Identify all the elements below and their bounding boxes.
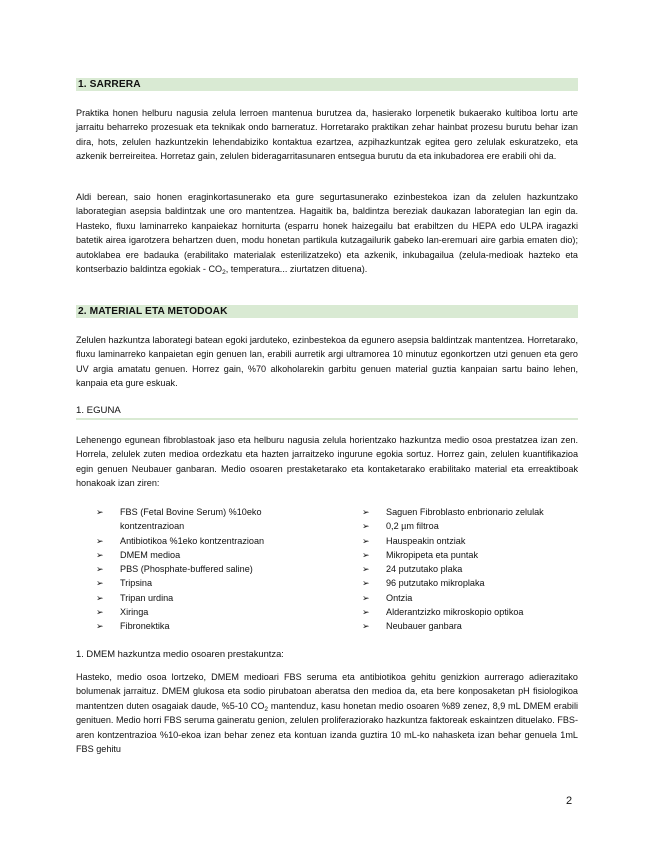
list-item-text: Ontzia bbox=[386, 592, 413, 603]
list-item bbox=[342, 534, 582, 548]
list-item-text: Xiringa bbox=[120, 607, 149, 618]
list-item bbox=[342, 605, 582, 619]
paragraph-sarrera-1: Praktika honen helburu nagusia zelula lerroen mantenua burutzea da, hasierako lorpenetik bukaerako kultiboa lortu arte jarraitu beharreko prozesuak eta teknikak ondo barneratuz. Horretarako praktikan zehar hainbat prozesu burutu behar izan dira, hots, zelulen hazkuntzekin lehendabiziko kontaktua ezartzea, azpihazkuntzak egitea gero zelulak eskuratzeko, eta azkenik berreireitea. Horretaz gain, zelulen bideragarritasunaren entsegua burutu da eta inkubadorea ere erabili ohi da. bbox=[76, 108, 578, 162]
list-item bbox=[76, 505, 320, 534]
list-item bbox=[76, 548, 320, 562]
list-item bbox=[342, 519, 582, 533]
paragraph-text: Hasteko, medio osoa lortzeko, DMEM medioari FBS seruma eta antibiotikoa gehitu genizkion aurrerago adierazitako bolumenak jarraituz. DMEM glukosa eta sodio pirubatoan aberatsa den medioa da, eta bere konposaketan pH fisiologikoa mantentzen duten osagaiak daude, %5-10 CO bbox=[76, 672, 578, 711]
arrow-bullet-icon: ➢ bbox=[96, 592, 104, 603]
list-item bbox=[342, 505, 582, 519]
subscript: 2 bbox=[222, 269, 226, 277]
list-item bbox=[76, 576, 320, 590]
list-item-text: PBS (Phosphate-buffered saline) bbox=[120, 564, 253, 575]
arrow-bullet-icon: ➢ bbox=[96, 535, 104, 546]
section-heading-material: 2. MATERIAL ETA METODOAK bbox=[76, 305, 578, 318]
arrow-bullet-icon: ➢ bbox=[362, 621, 370, 632]
subscript: 2 bbox=[264, 705, 269, 713]
list-item-text: 0,2 µm filtroa bbox=[386, 521, 439, 532]
arrow-bullet-icon: ➢ bbox=[96, 578, 104, 589]
list-item-text: FBS (Fetal Bovine Serum) %10eko kontzentrazioan bbox=[120, 507, 262, 532]
list-item bbox=[76, 605, 320, 619]
arrow-bullet-icon: ➢ bbox=[96, 507, 104, 517]
paragraph-text: Aldi berean, saio honen eraginkortasunerako eta gure segurtasunerako ezinbestekoa izan da zelulen hazkuntzako laborategian asepsia baldintzak une oro mantentzea. Hagaitik ba, baldintza bereziak daukazan laborategian lan egin da. Hasteko, fluxu laminarreko kanpaiekaz horniturta (esparru honek haizegailu bat erabiltzen du HEPA edo ULPA iragazki batetik airea igarotzera behartzen duen, modu honetan partikula kutzagailurik gabeko lan-eremuari aire garbia ematen dio); autoklabea ere badauka (erabilitako materialak esterilizatzeko) eta azkenik, inkubagailua (zelula-medioak hazteko eta kontserbazio baldintza egokiak - CO bbox=[76, 192, 578, 275]
arrow-bullet-icon: ➢ bbox=[362, 535, 370, 546]
arrow-bullet-icon: ➢ bbox=[362, 564, 370, 575]
arrow-bullet-icon: ➢ bbox=[96, 564, 104, 575]
paragraph-text: mantenduz, kasu honetan medio osoaren %89 zenez, 8,9 mL DMEM erabili genituen. Medio horri FBS seruma gaineratu genion, zelulen proliferaziorako hazkuntza faktoreak eskaintzen dituelako. FBS-aren kontzentrazioa %10-ekoa izan behar zenez eta kontuan izanda guztira 10 mL-ko nahasketa izan behar genuela 1mL FBS gehitu bbox=[76, 700, 578, 755]
list-item-text: 24 putzutako plaka bbox=[386, 564, 463, 575]
section-heading-sarrera: 1. SARRERA bbox=[76, 78, 578, 91]
list-item-text: Fibronektika bbox=[120, 621, 170, 632]
list-item bbox=[76, 619, 320, 633]
list-item-text: Tripsina bbox=[120, 578, 153, 589]
arrow-bullet-icon: ➢ bbox=[362, 607, 370, 618]
list-item bbox=[76, 591, 320, 605]
list-item bbox=[342, 591, 582, 605]
list-item bbox=[342, 619, 582, 633]
list-item-text: Alderantzizko mikroskopio optikoa bbox=[386, 607, 524, 618]
subheading-dmem: 1. DMEM hazkuntza medio osoaren prestakuntza: bbox=[76, 648, 284, 659]
list-item bbox=[342, 562, 582, 576]
arrow-bullet-icon: ➢ bbox=[362, 592, 370, 603]
list-item-text: Hauspeakin ontziak bbox=[386, 535, 466, 546]
list-item bbox=[342, 576, 582, 590]
paragraph-material-1: Zelulen hazkuntza laborategi batean egoki jarduteko, ezinbestekoa da egunero asepsia baldintzak mantentzea. Horretarako, fluxu laminarreko kanpaietan egin genuen lan, erabili aurretik argi ultramorea 10 minutuz egonkortzen utzi genuen eta gero UV argia amatatu genuen. Horrez gain, %70 alkoholarekin garbitu genuen material guztia kanpaian sartu baino lehen, kanpaia eta gure eskuak. bbox=[76, 335, 578, 389]
paragraph-text: , temperatura... ziurtatzen dituena). bbox=[225, 264, 368, 275]
list-item bbox=[76, 534, 320, 548]
list-item bbox=[342, 548, 582, 562]
arrow-bullet-icon: ➢ bbox=[362, 521, 370, 532]
list-item-text: Antibiotikoa %1eko kontzentrazioan bbox=[120, 535, 265, 546]
list-item-text: Mikropipeta eta puntak bbox=[386, 549, 479, 560]
materials-list-left bbox=[76, 505, 320, 634]
materials-list-right bbox=[342, 505, 582, 634]
arrow-bullet-icon: ➢ bbox=[362, 507, 370, 517]
paragraph-eguna: Lehenengo egunean fibroblastoak jaso eta helburu nagusia zelula horientzako hazkuntza medio osoa prestatzea izan zen. Horrela, zelulek zuten medioa ordezkatu eta hazten jarraitzeko ingurune egokia sortuz. Horrez gain, zelulen kuantifikazioa egin genuen Neubauer ganbaran. Medio osoaren prestaketarako eta kontaketarako erabilitako material eta erreaktiboak honakoak izan ziren: bbox=[76, 435, 578, 489]
arrow-bullet-icon: ➢ bbox=[96, 607, 104, 618]
arrow-bullet-icon: ➢ bbox=[362, 549, 370, 560]
list-item-text: Neubauer ganbara bbox=[386, 621, 462, 632]
subheading-eguna: 1. EGUNA bbox=[76, 405, 578, 420]
arrow-bullet-icon: ➢ bbox=[96, 621, 104, 632]
list-item bbox=[76, 562, 320, 576]
arrow-bullet-icon: ➢ bbox=[96, 549, 104, 560]
paragraph-dmem bbox=[76, 670, 578, 756]
paragraph-sarrera-2 bbox=[76, 190, 578, 276]
list-item-text: 96 putzutako mikroplaka bbox=[386, 578, 485, 589]
list-item-text: Tripan urdina bbox=[120, 592, 174, 603]
arrow-bullet-icon: ➢ bbox=[362, 578, 370, 589]
page-number: 2 bbox=[566, 795, 573, 807]
list-item-text: Saguen Fibroblasto enbrionario zelulak bbox=[386, 507, 544, 517]
list-item-text: DMEM medioa bbox=[120, 549, 181, 560]
